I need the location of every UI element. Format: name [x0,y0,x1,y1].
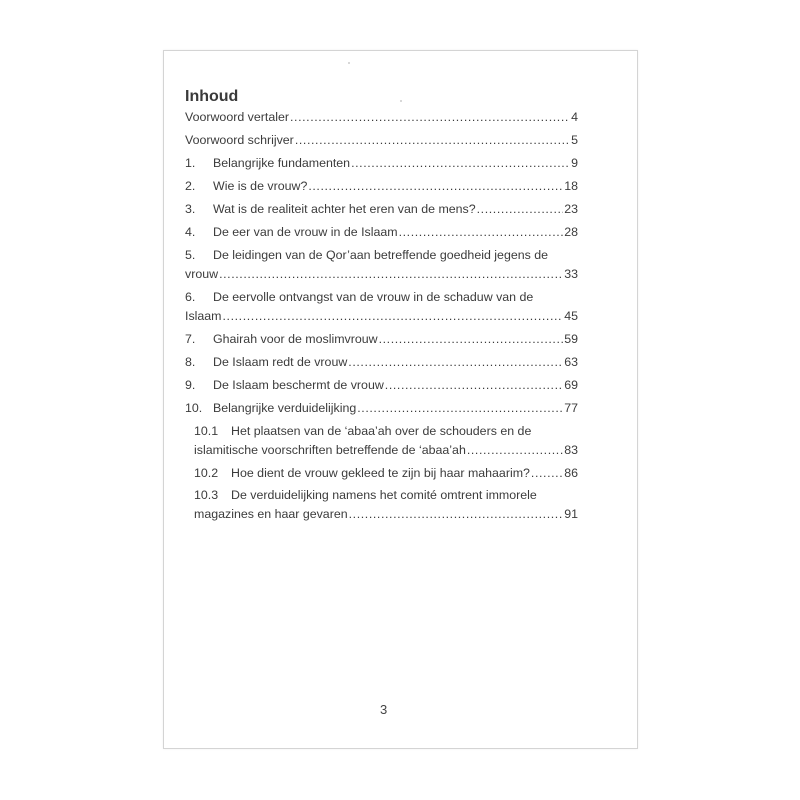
toc-entry-page: 69 [564,378,578,392]
dot-leader [348,355,563,369]
dot-leader [399,225,564,239]
toc-entry[interactable] [194,424,578,442]
toc-entry-label: De eer van de vrouw in de Islaam [213,225,398,239]
paper-speck [400,100,402,102]
toc-entry-number: 10. [185,401,203,415]
toc-entry-label: Wat is de realiteit achter het eren van de mens? [213,202,476,216]
toc-entry-number: 8. [185,355,196,369]
toc-entry-continuation[interactable] [194,507,578,525]
toc-entry-label-continued: islamitische voorschriften betreffende de ‘abaa’ah [194,443,466,457]
toc-entry-page: 23 [564,202,578,216]
toc-entry-page: 33 [564,267,578,281]
toc-entry-label: Voorwoord vertaler [185,110,289,124]
toc-entry-page: 63 [564,355,578,369]
toc-entry-page: 83 [564,443,578,457]
toc-entry-number: 5. [185,248,196,262]
toc-entry[interactable] [185,401,578,419]
toc-entry-number: 9. [185,378,196,392]
toc-entry[interactable] [185,378,578,396]
toc-entry[interactable] [185,133,578,151]
toc-entry-label: Belangrijke verduidelijking [213,401,357,415]
dot-leader [219,267,563,281]
toc-entry-continuation[interactable] [185,309,578,327]
toc-entry-number: 10.3 [194,488,219,502]
dot-leader [223,309,564,323]
toc-entry-label: De verduidelijking namens het comité omtrent immorele [231,488,537,502]
toc-entry-number: 2. [185,179,196,193]
paper-speck [348,62,350,64]
toc-entry[interactable] [185,332,578,350]
toc-entry[interactable] [185,110,578,128]
toc-entry[interactable] [185,290,578,308]
dot-leader [295,133,570,147]
dot-leader [357,401,563,415]
toc-entry-page: 59 [564,332,578,346]
toc-entry-page: 4 [571,110,578,124]
dot-leader [467,443,563,457]
toc-entry-label: Het plaatsen van de ‘abaa’ah over de schouders en de [231,424,532,438]
dot-leader [308,179,563,193]
toc-entry[interactable] [185,355,578,373]
toc-entry-number: 10.2 [194,466,219,480]
toc-entry-page: 5 [571,133,578,147]
dot-leader [477,202,564,216]
toc-entry-label: De eervolle ontvangst van de vrouw in de schaduw van de [213,290,534,304]
toc-entry-number: 3. [185,202,196,216]
toc-entry-page: 77 [564,401,578,415]
toc-entry[interactable] [185,225,578,243]
dot-leader [290,110,570,124]
toc-entry-number: 4. [185,225,196,239]
dot-leader [531,466,563,480]
toc-entry[interactable] [194,466,578,484]
toc-entry-label: De Islaam redt de vrouw [213,355,348,369]
dot-leader [351,156,570,170]
toc-entry-label: Hoe dient de vrouw gekleed te zijn bij haar mahaarim? [231,466,530,480]
toc-entry[interactable] [185,156,578,174]
toc-entry-label: Ghairah voor de moslimvrouw [213,332,378,346]
toc-entry[interactable] [185,179,578,197]
toc-entry[interactable] [185,202,578,220]
toc-entry-label: Voorwoord schrijver [185,133,294,147]
toc-entry-number: 7. [185,332,196,346]
toc-entry-number: 1. [185,156,196,170]
toc-entry-page: 45 [564,309,578,323]
dot-leader [379,332,564,346]
document-page [163,50,638,749]
toc-entry[interactable] [185,248,578,266]
toc-entry-label: De Islaam beschermt de vrouw [213,378,384,392]
toc-entry-continuation[interactable] [194,443,578,461]
toc-entry-label-continued: vrouw [185,267,219,281]
toc-title: Inhoud [185,88,239,105]
toc-entry-page: 9 [571,156,578,170]
toc-entry-label: De leidingen van de Qor’aan betreffende goedheid jegens de [213,248,549,262]
page-number: 3 [380,702,388,717]
toc-entry-label: Wie is de vrouw? [213,179,308,193]
dot-leader [385,378,563,392]
toc-entry-continuation[interactable] [185,267,578,285]
toc-entry-label: Belangrijke fundamenten [213,156,351,170]
toc-entry-page: 28 [564,225,578,239]
dot-leader [349,507,564,521]
toc-entry-page: 86 [564,466,578,480]
toc-entry-number: 10.1 [194,424,219,438]
toc-entry[interactable] [194,488,578,506]
toc-entry-page: 18 [564,179,578,193]
toc-entry-number: 6. [185,290,196,304]
toc-entry-label-continued: Islaam [185,309,222,323]
toc-entry-label-continued: magazines en haar gevaren [194,507,348,521]
toc-entry-page: 91 [564,507,578,521]
